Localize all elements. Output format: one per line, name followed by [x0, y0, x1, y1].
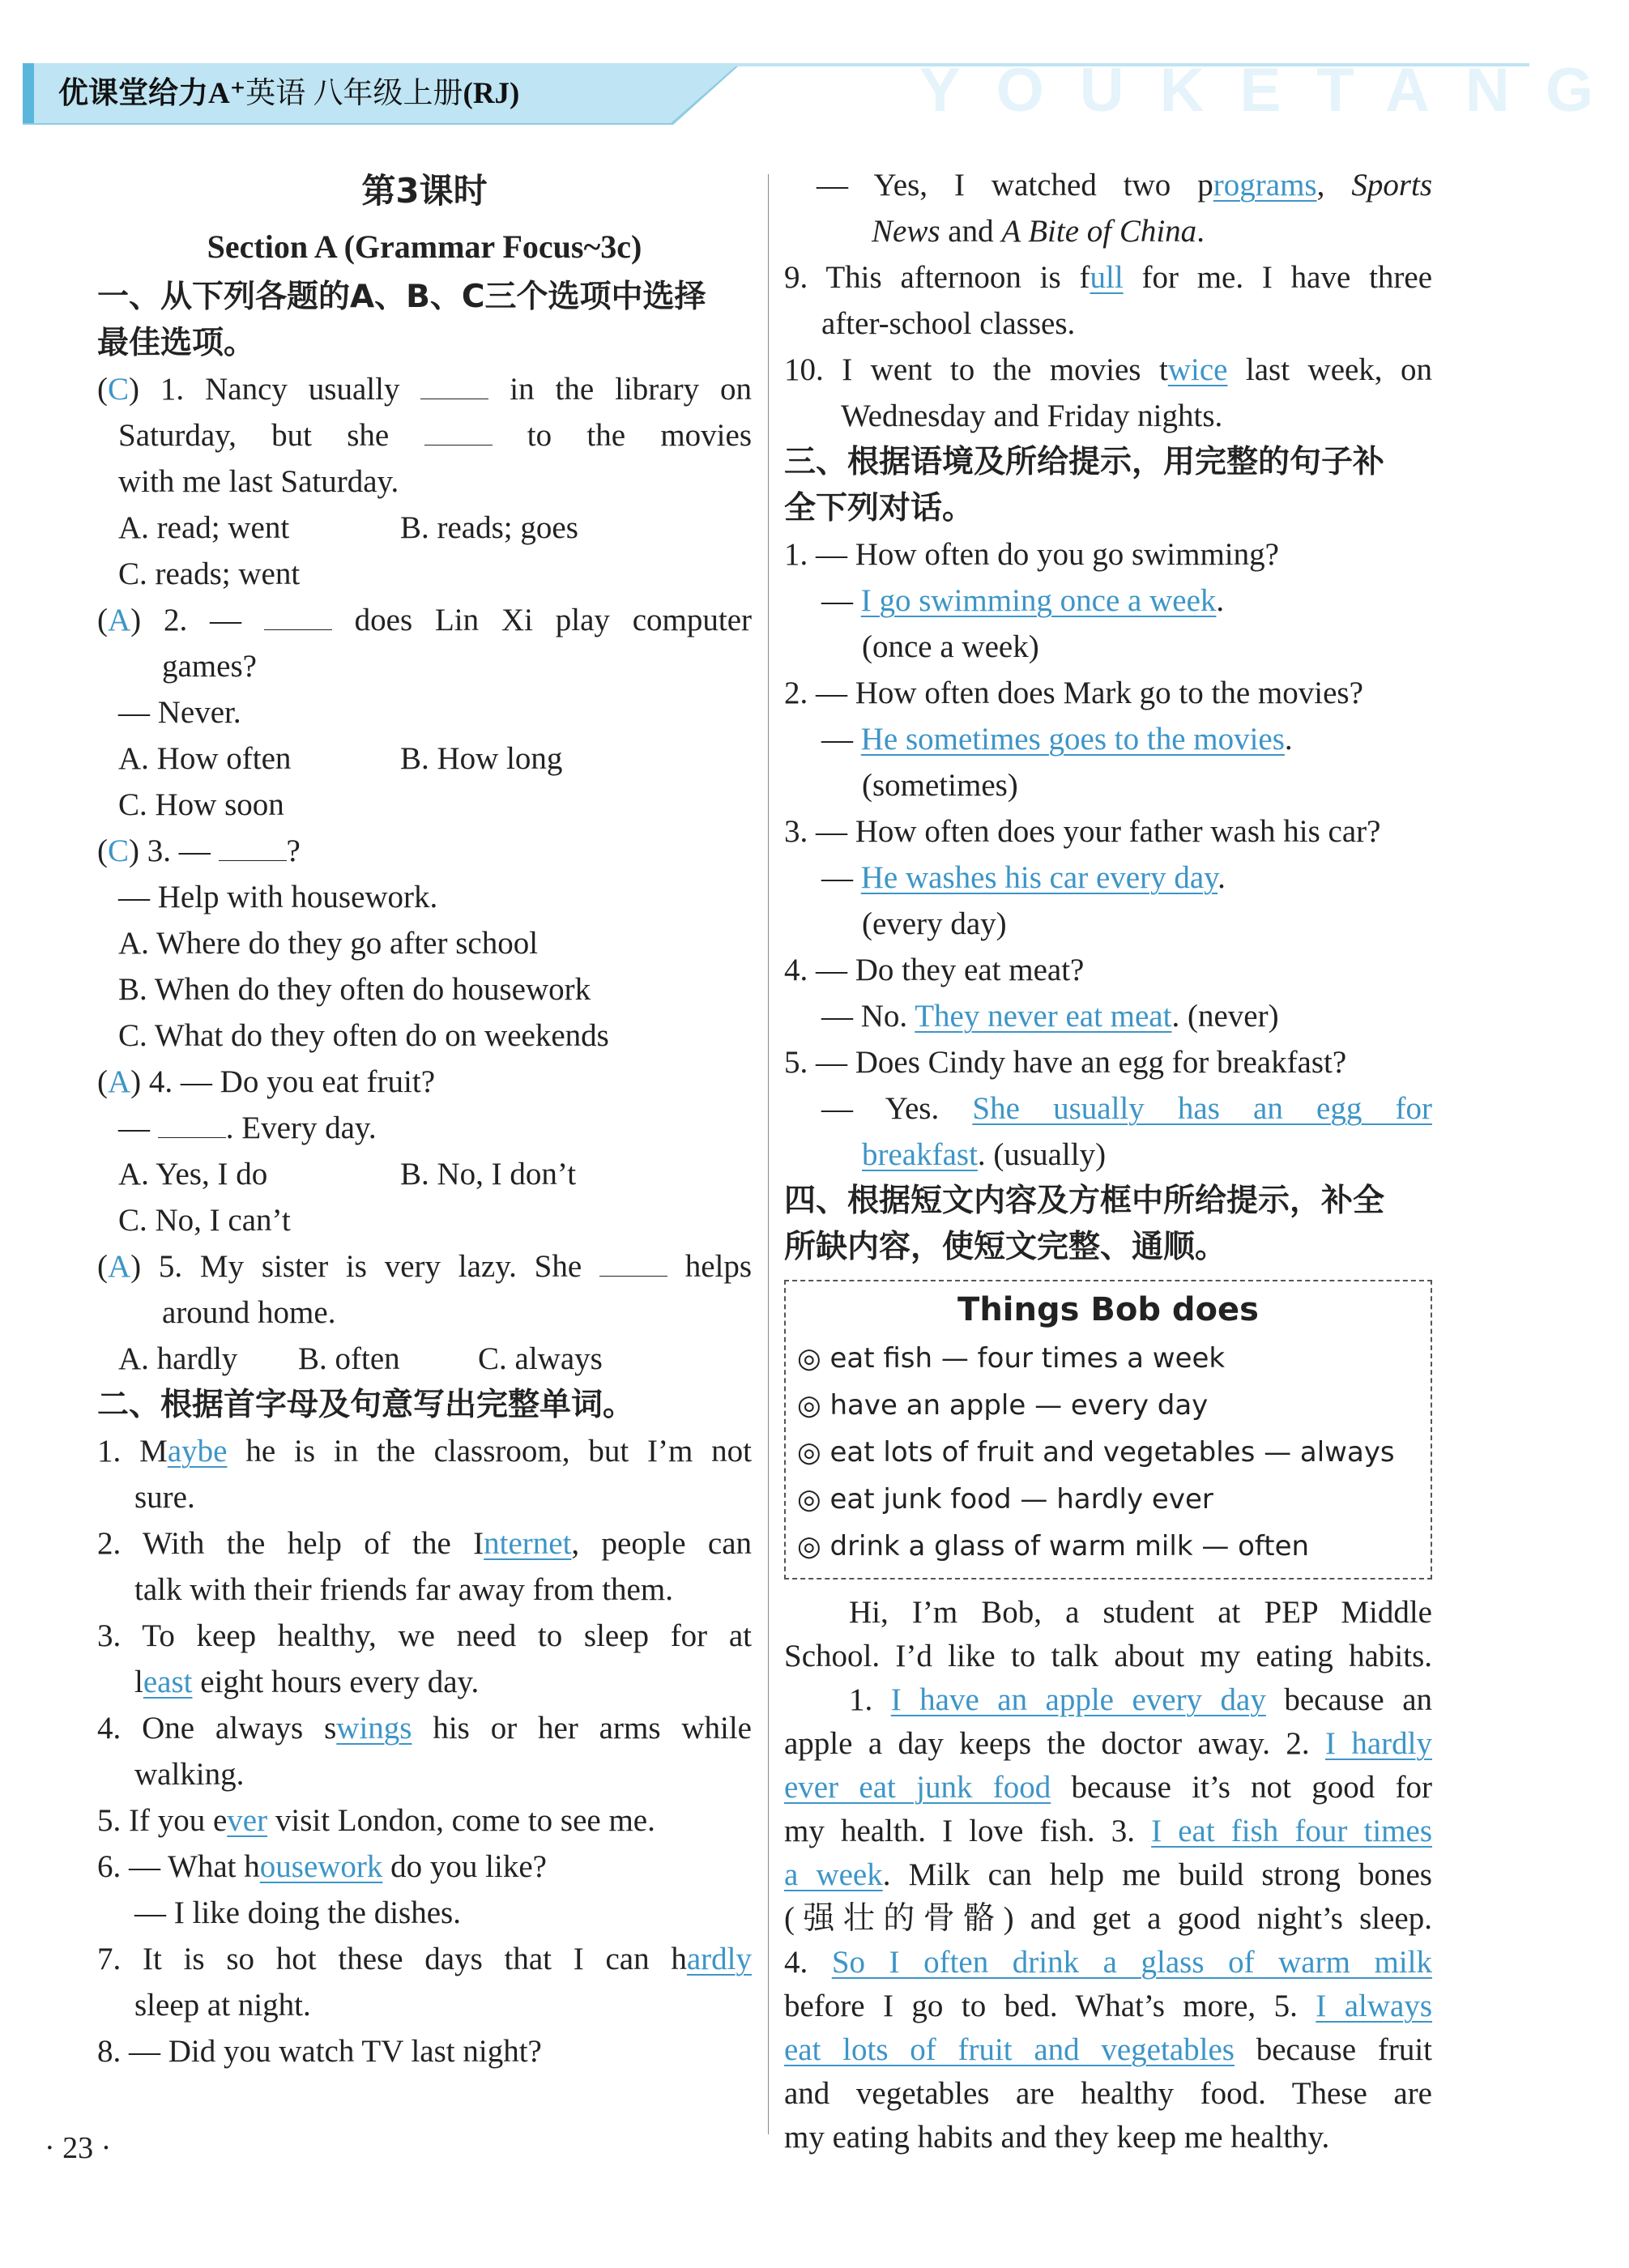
box-item-2-text: have an apple — every day	[829, 1389, 1209, 1422]
part3-heading-line2: 全下列对话。	[784, 490, 974, 526]
box-item-1-text: eat fish — four times a week	[829, 1342, 1226, 1375]
part1-q3-line1: (C) 3. — ?	[97, 828, 752, 874]
part3-d4-question: 4. — Do they eat meat?	[784, 953, 1085, 987]
q2-text-a: 2. —	[163, 603, 242, 637]
item8-italic-2: News	[872, 214, 940, 249]
item4-answer: wings	[336, 1711, 412, 1746]
part2-item10-line2: Wednesday and Friday nights.	[841, 399, 1223, 433]
d2-answer: He sometimes goes to the movies	[860, 722, 1285, 757]
item1-num: 1.	[97, 1434, 122, 1469]
passage-answer-5a: I always	[1316, 1989, 1433, 2023]
item10-text-a: 10. I went to the movies	[784, 352, 1141, 387]
part1-q5-options	[97, 1336, 752, 1382]
q1-text-a: 1. Nancy usually	[160, 372, 400, 407]
item5-text-a: 5. If you e	[97, 1803, 228, 1838]
item7-answer: ardly	[686, 1942, 753, 1976]
part2-heading: 二、根据首字母及句意写出完整单词。	[97, 1387, 635, 1423]
q1-option-a: A. read; went	[118, 510, 290, 545]
q5-blank	[599, 1247, 667, 1277]
q2-option-a: A. How often	[118, 741, 292, 776]
d1-answer: I go swimming once a week	[860, 583, 1217, 618]
passage-answer-4: So I often drink a glass of warm milk	[831, 1945, 1433, 1980]
q1-option-b: B. reads; goes	[400, 510, 578, 545]
item9-answer: ull	[1090, 260, 1124, 295]
item3-text: eight hours every day.	[200, 1665, 480, 1699]
q2-option-b: B. How long	[400, 741, 563, 776]
q3-option-c: C. What do they often do on weekends	[118, 1018, 609, 1053]
bullet-icon: ◎	[797, 1342, 821, 1375]
part2-item8-line2	[784, 162, 1432, 208]
part2-item5	[97, 1797, 752, 1844]
q5-option-b: B. often	[298, 1341, 400, 1376]
item10-answer: wice	[1167, 352, 1228, 387]
q1-text-b: in the library on	[510, 372, 752, 407]
box-item-4	[797, 1476, 1419, 1523]
item10-first-letter: t	[1158, 352, 1168, 387]
item9-text-b: for me. I have three	[1141, 260, 1433, 295]
item6-text-b: do you like?	[390, 1849, 547, 1884]
part2-item1-line2: sure.	[134, 1480, 195, 1515]
box-item-1	[797, 1335, 1419, 1382]
box-item-3-text: eat lots of fruit and vegetables — always	[829, 1436, 1395, 1469]
q4-dash: —	[118, 1111, 150, 1145]
item5-answer: ver	[227, 1803, 268, 1838]
q4-text-b: . Every day.	[225, 1111, 377, 1145]
q5-option-a: A. hardly	[118, 1341, 238, 1376]
q4-option-a: A. Yes, I do	[118, 1157, 268, 1192]
part3-d3-hint: (every day)	[862, 906, 1007, 941]
part3-d1-answer-line	[784, 578, 1432, 624]
part4-heading-line2: 所缺内容，使短文完整、通顺。	[784, 1229, 1227, 1265]
part2-item8-line3	[784, 208, 1432, 254]
q4-option-c: C. No, I can’t	[118, 1203, 291, 1238]
part3-d5-answer-line2	[784, 1132, 1432, 1178]
item8-italic-1: Sports	[1351, 168, 1433, 202]
part2-item2-line2: talk with their friends far away from them.	[134, 1572, 673, 1607]
item5-text-b: visit London, come to see me.	[275, 1803, 655, 1838]
header-subject: 英语 八年级上册	[245, 77, 463, 110]
part1-q1-line3: with me last Saturday.	[118, 464, 399, 499]
part3-d5-answer-line1	[784, 1085, 1432, 1132]
part2-item7-line1	[97, 1936, 752, 1982]
part1-q5-line2: around home.	[162, 1295, 336, 1330]
q3-option-b: B. When do they often do housework	[118, 972, 591, 1007]
box-item-3	[797, 1429, 1419, 1476]
bullet-icon: ◎	[797, 1530, 821, 1562]
passage-line-11	[784, 2028, 1432, 2072]
item2-text-a: 2. With the help of the	[97, 1526, 451, 1561]
part2-item4-line1	[97, 1705, 752, 1751]
part1-q4-options-ab	[97, 1151, 752, 1197]
things-bob-does-box	[784, 1280, 1432, 1580]
item3-answer: east	[143, 1665, 193, 1699]
right-column	[784, 162, 1432, 2159]
bullet-icon: ◎	[797, 1389, 821, 1422]
passage-line-2: School. I’d like to talk about my eating habits.	[784, 1639, 1432, 1673]
left-column	[97, 162, 752, 2074]
page-number: · 23 ·	[45, 2131, 112, 2165]
passage-text-4: my health. I love fish. 3.	[784, 1814, 1136, 1848]
part1-q1-line1: (C) 1. Nancy usually in the library on	[97, 366, 752, 412]
part1-q5-line1: (A) 5. My sister is very lazy. She helps	[97, 1243, 752, 1290]
header-brand: 优课堂给力A⁺	[58, 77, 246, 110]
part2-item6-line1	[97, 1844, 752, 1890]
part3-heading-line1: 三、根据语境及所给提示，用完整的句子补	[784, 444, 1385, 480]
d1-end: .	[1216, 583, 1225, 618]
q1-blank-2	[424, 416, 493, 446]
passage-line-12: and vegetables are healthy food. These are	[784, 2076, 1432, 2111]
passage-line-1: Hi, I’m Bob, a student at PEP Middle	[849, 1595, 1432, 1630]
d5-prefix: — Yes.	[821, 1091, 940, 1126]
part1-q2-line3: — Never.	[118, 695, 241, 730]
q2-option-c: C. How soon	[118, 787, 284, 822]
part2-item1-line1	[97, 1428, 752, 1474]
d5-end: . (usually)	[977, 1137, 1107, 1172]
part1-heading-line1: 一、从下列各题的A、B、C三个选项中选择	[97, 279, 706, 315]
part3-d4-answer-line	[784, 993, 1432, 1039]
passage-line-7	[784, 1853, 1432, 1897]
item6-answer: ousework	[259, 1849, 383, 1884]
item8-end: .	[1196, 214, 1205, 249]
part3-d5-question: 5. — Does Cindy have an egg for breakfast?	[784, 1045, 1347, 1080]
passage-answer-2a: I hardly	[1325, 1726, 1433, 1761]
q5-option-c: C. always	[478, 1341, 603, 1376]
item2-first-letter: I	[473, 1526, 484, 1561]
q1-text-c: Saturday, but she	[118, 418, 390, 453]
passage-answer-1: I have an apple every day	[890, 1682, 1266, 1717]
passage-answer-3b: a week	[784, 1857, 883, 1892]
part1-q2-line1: (A) 2. — does Lin Xi play computer	[97, 597, 752, 643]
part2-item9-line2: after-school classes.	[821, 306, 1076, 341]
part2-item4-line2: walking.	[134, 1757, 245, 1792]
passage-text-2: apple a day keeps the doctor away. 2.	[784, 1726, 1310, 1761]
part3-d2-hint: (sometimes)	[862, 768, 1018, 803]
d3-dash: —	[821, 860, 853, 895]
item8-text-a: — Yes, I watched two	[817, 168, 1171, 202]
part2-item3-line1: 3. To keep healthy, we need to sleep for at	[97, 1618, 752, 1653]
q3-text-b: ?	[286, 833, 301, 868]
part3-d1-question: 1. — How often do you go swimming?	[784, 537, 1279, 572]
q1-blank-1	[420, 369, 488, 399]
part4-heading-line1: 四、根据短文内容及方框中所给提示，补全	[784, 1183, 1385, 1219]
passage-text-8: because fruit	[1256, 2032, 1432, 2067]
passage-answer-2b: ever eat junk food	[784, 1770, 1051, 1805]
q2-text-b: does Lin Xi play computer	[354, 603, 752, 637]
passage-text-7: before I go to bed. What’s more, 5.	[784, 1989, 1298, 2023]
box-title: Things Bob does	[957, 1291, 1259, 1328]
q3-blank	[219, 831, 287, 861]
passage-text-1: because an	[1284, 1682, 1433, 1717]
item7-first-letter: h	[671, 1942, 687, 1976]
blank4-num: 4.	[784, 1945, 808, 1980]
q1-answer: C	[108, 372, 130, 407]
item4-first-letter: s	[324, 1711, 337, 1746]
passage-line-8: (强壮的骨骼) and get a good night’s sleep.	[784, 1901, 1432, 1936]
passage-line-6	[784, 1810, 1432, 1853]
box-item-5	[797, 1523, 1419, 1570]
item10-text-b: last week, on	[1245, 352, 1433, 387]
item3-first-letter: l	[134, 1665, 143, 1699]
part1-heading-line2: 最佳选项。	[97, 325, 256, 361]
passage	[784, 1591, 1432, 2159]
item1-first-letter: M	[139, 1434, 168, 1469]
part3-d1-hint: (once a week)	[862, 629, 1039, 664]
item8-first-letter: p	[1197, 168, 1213, 202]
q2-answer: A	[108, 603, 131, 637]
part2-item9-line1	[784, 254, 1432, 301]
q4-option-b: B. No, I don’t	[400, 1157, 577, 1192]
part3-d2-question: 2. — How often does Mark go to the movies?	[784, 676, 1363, 710]
passage-answer-5b: eat lots of fruit and vegetables	[784, 2032, 1235, 2067]
item8-answer: rograms	[1213, 168, 1317, 202]
item9-first-letter: f	[1079, 260, 1090, 295]
item2-answer: nternet	[484, 1526, 572, 1561]
q5-answer: A	[108, 1249, 131, 1284]
q4-text: 4. — Do you eat fruit?	[148, 1064, 435, 1099]
part2-item10-line1	[784, 347, 1432, 393]
q4-answer: A	[108, 1064, 131, 1099]
part1-q2-line2: games?	[162, 649, 257, 684]
part2-item8-line1: 8. — Did you watch TV last night?	[97, 2034, 542, 2069]
passage-line-3	[784, 1678, 1432, 1722]
item4-text-b: his or her arms while	[433, 1711, 752, 1746]
q3-answer: C	[108, 833, 130, 868]
column-divider	[768, 174, 769, 2134]
passage-text-5: . Milk can help me build strong bones	[882, 1857, 1432, 1892]
passage-text-3: because it’s not good for	[1071, 1770, 1433, 1805]
d5-answer-part2: breakfast	[862, 1137, 978, 1172]
part2-item2-line1	[97, 1520, 752, 1567]
passage-line-10	[784, 1985, 1432, 2028]
part1-q2-options-ab	[97, 735, 752, 782]
d1-dash: —	[821, 583, 853, 618]
bullet-icon: ◎	[797, 1436, 821, 1469]
passage-line-9	[784, 1941, 1432, 1985]
part1-q1-options-ab	[97, 505, 752, 551]
d2-end: .	[1284, 722, 1293, 757]
item8-comma: ,	[1316, 168, 1325, 202]
item2-text-b: , people can	[571, 1526, 752, 1561]
item1-answer: aybe	[167, 1434, 228, 1469]
passage-answer-3a: I eat fish four times	[1151, 1814, 1432, 1848]
part1-q1-line2	[97, 412, 752, 458]
d3-answer: He washes his car every day	[860, 860, 1218, 895]
passage-line-4	[784, 1722, 1432, 1766]
header-title	[58, 68, 519, 112]
item7-text-a: 7. It is so hot these days that I can	[97, 1942, 650, 1976]
q3-text-a: 3. —	[147, 833, 211, 868]
item6-text-a: 6. — What h	[97, 1849, 260, 1884]
part1-q4-line1: (A) 4. — Do you eat fruit?	[97, 1064, 435, 1099]
item8-and: and	[948, 214, 994, 249]
item9-text-a: 9. This afternoon is	[784, 260, 1061, 295]
q3-option-a: A. Where do they go after school	[118, 926, 539, 961]
header-watermark: YOUKETANG	[919, 56, 1629, 125]
q1-text-d: to the movies	[527, 418, 752, 453]
part1-q3-line2: — Help with housework.	[118, 880, 438, 914]
box-item-2	[797, 1382, 1419, 1429]
item4-text-a: 4. One always	[97, 1711, 304, 1746]
item1-text: he is in the classroom, but I’m not	[245, 1434, 753, 1469]
lesson-title: 第3课时	[361, 171, 488, 211]
d4-answer: They never eat meat	[915, 999, 1172, 1034]
q2-blank	[264, 600, 332, 630]
part3-d3-answer-line	[784, 855, 1432, 901]
d5-answer-part1: She usually has an egg for	[972, 1091, 1432, 1126]
bullet-icon: ◎	[797, 1483, 821, 1516]
item8-italic-3: A Bite of China	[1001, 214, 1197, 249]
passage-line-13: my eating habits and they keep me healthy.	[784, 2120, 1330, 2155]
part2-item7-line2: sleep at night.	[134, 1988, 311, 2023]
d4-end: . (never)	[1171, 999, 1279, 1034]
part3-d2-answer-line	[784, 716, 1432, 762]
passage-line-5	[784, 1766, 1432, 1810]
blank1-num: 1.	[849, 1682, 873, 1717]
q5-text-b: helps	[684, 1249, 753, 1284]
part3-d3-question: 3. — How often does your father wash his car?	[784, 814, 1381, 849]
d3-end: .	[1217, 860, 1226, 895]
d2-dash: —	[821, 722, 853, 757]
part2-item6-line2: — I like doing the dishes.	[134, 1895, 461, 1930]
q4-blank	[158, 1108, 226, 1138]
q1-option-c: C. reads; went	[118, 556, 301, 591]
d4-prefix: — No.	[821, 999, 908, 1034]
part2-item3-line2	[97, 1659, 752, 1705]
box-item-4-text: eat junk food — hardly ever	[829, 1483, 1213, 1516]
part1-q4-line2	[97, 1105, 752, 1151]
section-title: Section A (Grammar Focus~3c)	[207, 228, 642, 265]
header-edition: (RJ)	[463, 77, 520, 110]
box-item-5-text: drink a glass of warm milk — often	[829, 1530, 1310, 1562]
q5-text-a: 5. My sister is very lazy. She	[158, 1249, 582, 1284]
